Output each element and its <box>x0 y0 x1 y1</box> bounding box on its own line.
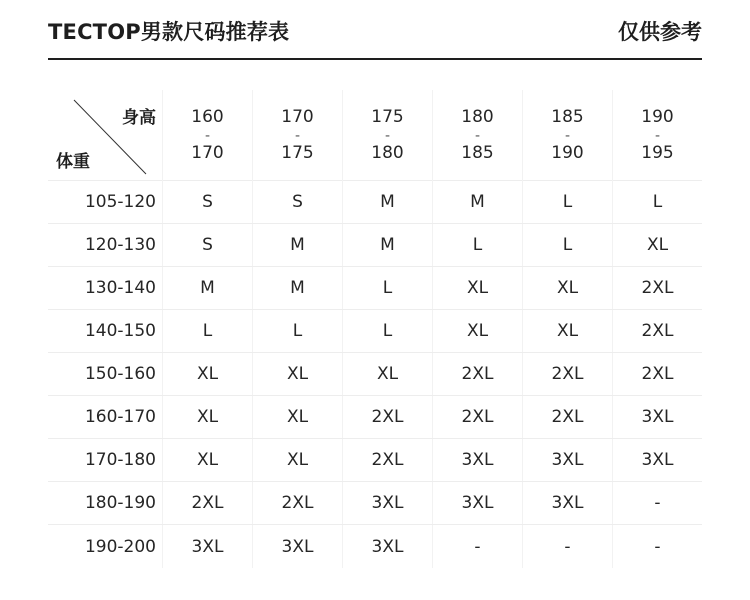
weight-range-cell: 170-180 <box>84 450 156 470</box>
size-cell: 2XL <box>522 396 612 438</box>
size-cell: 2XL <box>162 482 252 524</box>
table-header-row <box>48 90 702 181</box>
page-header <box>48 14 702 50</box>
height-range-header <box>162 90 252 181</box>
height-range-dash: - <box>564 128 571 144</box>
height-range-top: 190 <box>641 107 674 127</box>
height-range-top: 185 <box>551 107 584 127</box>
size-cell: XL <box>162 439 252 481</box>
size-cell: XL <box>252 439 342 481</box>
size-cell: - <box>432 525 522 568</box>
size-cell: M <box>252 224 342 266</box>
size-cell: 3XL <box>342 482 432 524</box>
size-cell: 3XL <box>252 525 342 568</box>
size-cell: XL <box>612 224 702 266</box>
reference-note: 仅供参考 <box>618 20 702 44</box>
size-cell: XL <box>522 267 612 309</box>
size-cell: 3XL <box>342 525 432 568</box>
table-row <box>48 181 702 224</box>
height-range-header <box>252 90 342 181</box>
weight-range-cell: 190-200 <box>84 536 156 557</box>
height-range-header <box>432 90 522 181</box>
table-row <box>48 267 702 310</box>
size-cell: XL <box>252 396 342 438</box>
size-cell: L <box>612 181 702 223</box>
size-cell: M <box>162 267 252 309</box>
weight-range-cell: 105-120 <box>84 192 156 212</box>
height-range-top: 180 <box>461 107 494 127</box>
height-range-bottom: 175 <box>281 143 314 163</box>
height-range-header <box>342 90 432 181</box>
size-cell: XL <box>522 310 612 352</box>
size-cell: - <box>612 525 702 568</box>
height-range-dash: - <box>384 128 391 144</box>
height-range-bottom: 180 <box>371 143 404 163</box>
table-row <box>48 353 702 396</box>
size-cell: 2XL <box>612 267 702 309</box>
size-cell: L <box>162 310 252 352</box>
size-cell: 2XL <box>522 353 612 395</box>
size-cell: S <box>162 181 252 223</box>
size-cell: 2XL <box>432 396 522 438</box>
size-cell: XL <box>432 310 522 352</box>
size-cell: 3XL <box>432 482 522 524</box>
size-chart-table <box>48 90 702 568</box>
size-cell: L <box>522 224 612 266</box>
height-range-top: 160 <box>191 107 224 127</box>
height-range-bottom: 190 <box>551 143 584 163</box>
size-cell: 2XL <box>432 353 522 395</box>
weight-axis-label: 体重 <box>56 152 90 172</box>
size-cell: S <box>162 224 252 266</box>
size-cell: M <box>342 181 432 223</box>
size-cell: 2XL <box>612 310 702 352</box>
height-range-bottom: 195 <box>641 143 674 163</box>
size-cell: 3XL <box>612 439 702 481</box>
table-row <box>48 525 702 568</box>
height-range-bottom: 185 <box>461 143 494 163</box>
size-cell: M <box>432 181 522 223</box>
size-cell: L <box>342 267 432 309</box>
size-cell: XL <box>162 353 252 395</box>
size-cell: 3XL <box>522 439 612 481</box>
table-row <box>48 439 702 482</box>
table-row <box>48 310 702 353</box>
size-cell: L <box>522 181 612 223</box>
size-cell: L <box>432 224 522 266</box>
weight-range-cell: 180-190 <box>84 493 156 513</box>
size-cell: M <box>252 267 342 309</box>
height-range-dash: - <box>474 128 481 144</box>
weight-range-cell: 150-160 <box>84 364 156 384</box>
height-range-bottom: 170 <box>191 143 224 163</box>
height-range-header <box>612 90 702 181</box>
size-cell: 2XL <box>342 396 432 438</box>
page-title: TECTOP男款尺码推荐表 <box>48 20 290 44</box>
height-range-dash: - <box>654 128 661 144</box>
size-cell: 3XL <box>522 482 612 524</box>
weight-range-cell: 130-140 <box>84 278 156 298</box>
table-row <box>48 482 702 525</box>
size-cell: 3XL <box>612 396 702 438</box>
corner-cell <box>48 90 162 181</box>
weight-range-cell: 120-130 <box>84 235 156 255</box>
table-row <box>48 224 702 267</box>
weight-range-cell: 160-170 <box>84 407 156 427</box>
size-cell: 2XL <box>252 482 342 524</box>
size-cell: XL <box>252 353 342 395</box>
size-cell: XL <box>342 353 432 395</box>
table-row <box>48 396 702 439</box>
height-range-top: 170 <box>281 107 314 127</box>
height-range-top: 175 <box>371 107 404 127</box>
height-range-dash: - <box>204 128 211 144</box>
height-range-header <box>522 90 612 181</box>
size-cell: L <box>342 310 432 352</box>
size-cell: - <box>612 482 702 524</box>
size-cell: L <box>252 310 342 352</box>
size-cell: M <box>342 224 432 266</box>
title-divider <box>48 58 702 60</box>
size-cell: 3XL <box>432 439 522 481</box>
size-cell: - <box>522 525 612 568</box>
size-cell: XL <box>162 396 252 438</box>
size-cell: XL <box>432 267 522 309</box>
size-cell: 2XL <box>612 353 702 395</box>
height-axis-label: 身高 <box>122 108 156 128</box>
size-cell: 3XL <box>162 525 252 568</box>
size-cell: 2XL <box>342 439 432 481</box>
size-cell: S <box>252 181 342 223</box>
weight-range-cell: 140-150 <box>84 321 156 341</box>
height-range-dash: - <box>294 128 301 144</box>
